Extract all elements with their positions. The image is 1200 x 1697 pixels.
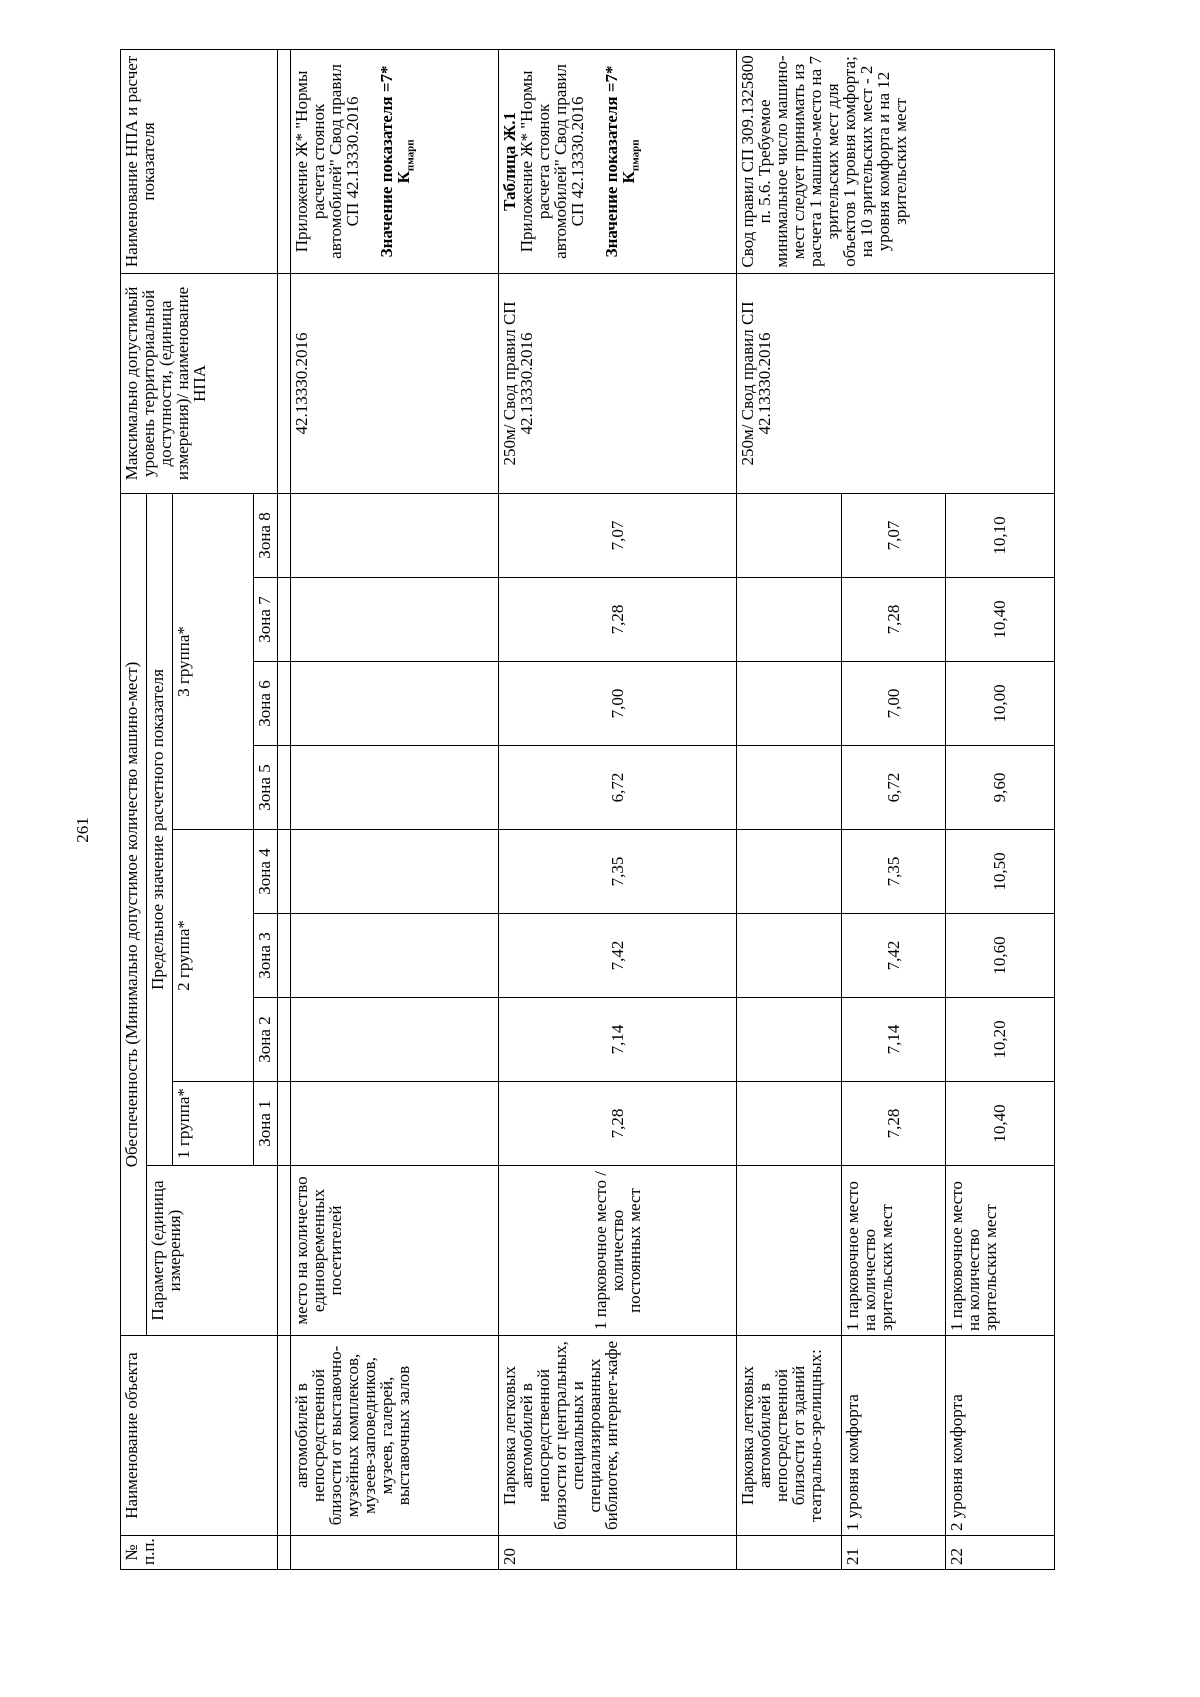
npa-table-ref: Таблица Ж.1 <box>499 111 519 211</box>
header-pred: Предельное значение расчетного показателя <box>147 493 173 1165</box>
row-param: 1 парковочное место / количество постоянных мест <box>498 1166 736 1336</box>
spacer-row <box>278 49 291 1569</box>
row-param <box>737 1166 842 1336</box>
table-row <box>498 49 736 1569</box>
row-value <box>737 746 842 830</box>
row-value: 7,14 <box>498 998 736 1082</box>
row-object: Парковка легковых автомобилей в непосредственной близости от центральных, специальных и специализированных библиотек, интернет-кафе <box>498 1336 736 1536</box>
row-value <box>291 662 499 746</box>
zone-header: Зона 3 <box>254 914 278 998</box>
row-value: 10,40 <box>945 578 1054 662</box>
row-value <box>291 746 499 830</box>
zone-header: Зона 2 <box>254 998 278 1082</box>
header-group-3: 3 группа* <box>173 493 254 829</box>
header-group-2: 2 группа* <box>173 830 254 1082</box>
row-value <box>737 493 842 577</box>
row-value <box>737 662 842 746</box>
row-value: 7,07 <box>498 493 736 577</box>
row-npa: Свод правил СП 309.1325800 п. 5.6. Требуемое минимальное число машино- мест следует принимать из расчета 1 машино-место на 7 зрительских мест для объектов 1 уровня комфорта; на 10 зрительских мест - 2 уровня комфорта и на 12 зрительских мест <box>737 49 1055 273</box>
row-value: 10,50 <box>945 830 1054 914</box>
zone-header: Зона 7 <box>254 578 278 662</box>
row-value: 7,07 <box>841 493 945 577</box>
zone-header: Зона 5 <box>254 746 278 830</box>
row-object: автомобилей в непосредственной близости от выставочно-музейных комплексов, музеев-заповедников, музеев, галерей, выставочных залов <box>291 1336 499 1536</box>
header-npa: Наименование НПА и расчет показателя <box>121 49 278 273</box>
row-value <box>291 493 499 577</box>
header-access: Максимально допустимый уровень территориальной доступности, (единица измерения)/ наименование НПА <box>121 273 278 493</box>
npa-value: Значение показателя =7* К <box>377 65 414 258</box>
header-group-1: 1 группа* <box>173 1082 254 1166</box>
row-value: 10,20 <box>945 998 1054 1082</box>
row-npa <box>291 49 499 273</box>
row-value <box>737 998 842 1082</box>
row-value: 6,72 <box>841 746 945 830</box>
row-value <box>291 1082 499 1166</box>
row-number: 22 <box>945 1536 1054 1570</box>
header-object: Наименование объекта <box>121 1336 278 1536</box>
header-no: № п.п. <box>121 1536 278 1570</box>
row-value: 9,60 <box>945 746 1054 830</box>
row-value: 10,60 <box>945 914 1054 998</box>
row-value: 7,28 <box>498 1082 736 1166</box>
row-value <box>291 914 499 998</box>
row-value: 10,00 <box>945 662 1054 746</box>
row-value <box>737 578 842 662</box>
row-value: 7,28 <box>498 578 736 662</box>
npa-value: Значение показателя =7* К <box>601 65 638 258</box>
row-value <box>291 830 499 914</box>
row-value: 10,10 <box>945 493 1054 577</box>
row-value: 7,42 <box>498 914 736 998</box>
row-value: 7,35 <box>498 830 736 914</box>
zone-header: Зона 1 <box>254 1082 278 1166</box>
row-param: место на количество единовременных посетителей <box>291 1166 499 1336</box>
row-value: 7,42 <box>841 914 945 998</box>
row-access: 42.13330.2016 <box>291 273 499 493</box>
row-access: 250м/ Свод правил СП 42.13330.2016 <box>498 273 736 493</box>
npa-subscript: пмарп <box>629 139 642 172</box>
row-value: 7,28 <box>841 578 945 662</box>
page-number: 261 <box>73 817 92 843</box>
row-value <box>737 914 842 998</box>
row-access: 250м/ Свод правил СП 42.13330.2016 <box>737 273 1055 493</box>
landscape-table-sheet <box>120 50 1055 1570</box>
row-number: 20 <box>498 1536 736 1570</box>
zone-header: Зона 6 <box>254 662 278 746</box>
row-object: 1 уровня комфорта <box>841 1336 945 1536</box>
row-number: 21 <box>841 1536 945 1570</box>
row-param: 1 парковочное место на количество зрительских мест <box>841 1166 945 1336</box>
row-number <box>737 1536 842 1570</box>
row-param: 1 парковочное место на количество зрительских мест <box>945 1166 1054 1336</box>
row-value <box>737 830 842 914</box>
row-npa <box>498 49 736 273</box>
header-param: Параметр (единица измерения) <box>147 1166 278 1336</box>
row-value: 7,35 <box>841 830 945 914</box>
row-number <box>291 1536 499 1570</box>
row-value: 7,28 <box>841 1082 945 1166</box>
table-row <box>737 49 842 1569</box>
npa-text: Приложение Ж* "Нормы расчета стоянок автомобилей" Свод правил СП 42.13330.2016 <box>292 64 363 259</box>
npa-subscript: пмарп <box>404 139 417 172</box>
norms-table <box>120 49 1055 1570</box>
row-value: 6,72 <box>498 746 736 830</box>
zone-header: Зона 4 <box>254 830 278 914</box>
row-object: 2 уровня комфорта <box>945 1336 1054 1536</box>
row-value: 10,40 <box>945 1082 1054 1166</box>
row-value <box>291 578 499 662</box>
zone-header: Зона 8 <box>254 493 278 577</box>
npa-text: Приложение Ж* "Нормы расчета стоянок автомобилей" Свод правил СП 42.13330.2016 <box>516 64 587 259</box>
row-value <box>291 998 499 1082</box>
row-value <box>737 1082 842 1166</box>
table-row <box>291 49 499 1569</box>
row-value: 7,00 <box>498 662 736 746</box>
header-main: Обеспеченность (Минимально допустимое количество машино-мест) <box>121 493 147 1335</box>
row-value: 7,00 <box>841 662 945 746</box>
header-row-1 <box>121 49 147 1569</box>
row-object: Парковка легковых автомобилей в непосредственной близости от зданий театрально-зрелищных: <box>737 1336 842 1536</box>
row-value: 7,14 <box>841 998 945 1082</box>
